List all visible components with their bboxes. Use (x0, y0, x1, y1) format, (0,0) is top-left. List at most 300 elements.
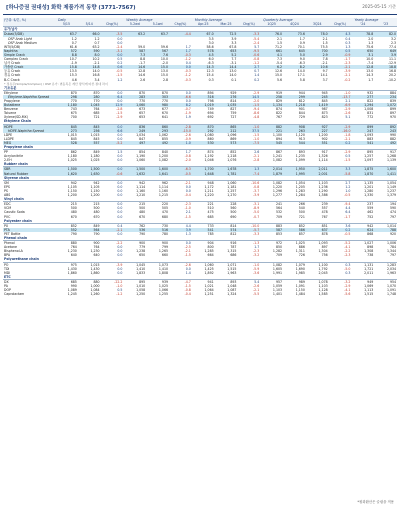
price-cell: 3.1 (351, 53, 374, 57)
price-cell: 726 (298, 253, 305, 258)
price-cell: 913 (298, 136, 305, 141)
price-cell: 954 (389, 279, 397, 284)
change-cell: 37.5 (237, 129, 260, 133)
group-monthly: Monthly Average (192, 18, 260, 22)
change-cell: 5.4 (254, 279, 260, 284)
price-cell: 586 (283, 228, 306, 232)
page-title: [하나증권 권대성] 화학 제품가격 동향 (3771-7567) (6, 5, 136, 11)
price-cell: 764 (93, 107, 100, 112)
price-cell: 2.1 (276, 36, 283, 41)
price-cell: 1,268 (386, 154, 397, 159)
price-cell: 2,014 (260, 167, 283, 172)
price-cell: 1,515 (364, 292, 374, 297)
price-cell: 276 (215, 95, 238, 99)
price-cell: 221 (207, 202, 214, 207)
price-cell: 1,430 (67, 266, 77, 271)
price-cell: 845 (55, 124, 78, 129)
price-cell: 1,114 (136, 184, 146, 189)
price-cell: 1,113 (364, 288, 374, 293)
price-cell: 1,781 (215, 172, 238, 176)
price-cell: 1,277 (272, 193, 283, 198)
change-cell: -0.5 (344, 231, 351, 236)
price-cell: 752 (367, 214, 374, 219)
price-cell: 1,190 (136, 154, 146, 159)
price-cell: 1,025 (67, 158, 77, 163)
price-cell: 1,192 (204, 154, 214, 159)
price-cell: 1,082 (272, 158, 283, 163)
price-cell: 1,000 (90, 284, 100, 288)
price-cell: 1,045 (78, 103, 101, 107)
product-name: PA (4, 284, 8, 288)
price-cell: 799 (161, 245, 169, 250)
change-cell: -1.5 (253, 132, 260, 137)
price-cell: 1,500 (55, 167, 78, 172)
change-cell: 0.0 (117, 158, 123, 163)
price-cell: 624 (351, 228, 374, 232)
price-cell: 929 (230, 90, 237, 95)
price-cell: 1,015 (67, 132, 77, 137)
column-header: Chg(%) (169, 22, 192, 27)
change-cell: -3.9 (253, 193, 260, 198)
price-cell: 767 (275, 115, 283, 120)
change-cell: 0.0 (117, 184, 123, 189)
price-cell: 845 (321, 98, 328, 103)
price-cell: 1,500 (78, 167, 101, 172)
change-cell: 0.0 (117, 40, 123, 45)
price-cell: 8.8 (55, 53, 78, 57)
price-cell: 1,257 (227, 188, 237, 193)
price-cell: 587 (260, 228, 283, 232)
price-cell: 1,120 (295, 132, 305, 137)
price-cell: 215 (70, 202, 77, 207)
price-cell: 1,058 (136, 288, 146, 293)
price-cell: 0.1 (231, 77, 237, 82)
change-cell: -0.8 (184, 154, 191, 159)
price-cell: 1.2 (94, 36, 100, 41)
price-cell: 1,059 (272, 284, 283, 288)
section-title: Styrene chain (3, 176, 397, 181)
group-daily: Daily (55, 18, 123, 22)
price-cell: 6.0 (208, 57, 214, 62)
price-cell: 949 (367, 279, 374, 284)
price-cell: 478 (321, 210, 328, 215)
change-cell: -5.9 (253, 266, 260, 271)
product-name: Ethylene (4, 90, 18, 95)
price-cell: 650 (139, 253, 146, 258)
section-title: Phenol chain (3, 236, 397, 241)
price-cell: 72.5 (215, 32, 238, 37)
price-cell: 1,678 (215, 167, 238, 172)
price-cell: 829 (275, 98, 283, 103)
change-cell: -2.1 (329, 65, 352, 69)
product-name: DX (4, 279, 9, 284)
change-cell: -1.9 (184, 111, 191, 116)
price-cell: 2,045 (318, 270, 328, 275)
price-cell: 59.0 (138, 44, 146, 49)
price-cell: 1,160 (158, 188, 169, 193)
change-cell: -2.4 (116, 44, 123, 49)
change-cell: 0.5 (117, 288, 123, 293)
change-cell: 4.4 (345, 206, 351, 211)
price-cell: 1,025 (158, 284, 169, 288)
price-cell: 15.0 (274, 73, 283, 78)
change-cell: -5.6 (344, 292, 351, 297)
price-cell: 14.3 (192, 65, 215, 69)
price-cell: 500 (70, 206, 77, 211)
price-cell: 660 (161, 253, 169, 258)
price-cell: 10.2 (92, 57, 100, 62)
product-name: PX (4, 223, 9, 228)
change-cell: -8.6 (253, 111, 260, 116)
change-cell: -3.7 (253, 188, 260, 193)
product-name: PP (4, 150, 8, 155)
change-cell: -3.2 (344, 279, 351, 284)
product-name: VCM (4, 206, 12, 211)
price-cell: 1,270 (227, 193, 237, 198)
price-cell: 692 (207, 115, 214, 120)
product-name: Butadiene (3, 103, 55, 107)
price-cell: 685 (93, 111, 100, 116)
price-cell: 764 (93, 245, 100, 250)
price-cell: 942 (139, 180, 146, 185)
price-cell: 1,748 (386, 292, 397, 297)
price-cell: 241 (275, 202, 283, 207)
change-cell: -3.3 (253, 231, 260, 236)
price-cell: 480 (93, 210, 100, 215)
change-cell: -9.4 (253, 107, 260, 112)
change-cell: -1.5 (184, 214, 191, 219)
change-cell: -3.1 (101, 49, 124, 53)
price-cell: 14.0 (229, 73, 237, 78)
price-cell: 552 (55, 228, 78, 232)
price-cell: 14.0 (92, 69, 100, 74)
price-cell: 0.3 (208, 77, 214, 82)
product-name: TDI (4, 266, 10, 271)
price-cell: 852 (230, 150, 237, 155)
price-cell: 1,600 (146, 167, 169, 172)
change-cell: 1.2 (117, 77, 123, 82)
price-cell: 1,255 (158, 292, 169, 297)
change-cell: 4.4 (185, 223, 191, 228)
price-cell: 1.7 (299, 36, 305, 41)
product-name: Caprolactam (4, 292, 25, 297)
product-name: 경유 Crack (4, 73, 21, 78)
product-name: OSP Arab Light (8, 36, 32, 41)
price-cell: 3.3 (231, 40, 237, 45)
price-cell: 12.6 (274, 69, 283, 74)
price-cell: 15.0 (146, 65, 169, 69)
price-cell: 675 (70, 111, 77, 116)
price-cell: 1,060 (123, 103, 146, 107)
price-cell: 941 (207, 279, 214, 284)
price-cell: 1,241 (272, 154, 283, 159)
price-cell: -10.2 (387, 77, 397, 82)
product-name: WTI(5/DB) (4, 44, 21, 49)
change-cell: 0.0 (117, 253, 123, 258)
price-cell: 1,076 (227, 158, 237, 163)
price-cell: 1,600 (374, 167, 397, 172)
price-cell: 1,082 (272, 262, 283, 267)
change-cell: -4.1 (344, 288, 351, 293)
change-cell: 0.0 (117, 231, 123, 236)
change-cell: -2.3 (344, 253, 351, 258)
change-cell: -2.9 (344, 284, 351, 288)
price-cell: 7.7 (231, 57, 237, 62)
price-cell: 541 (192, 228, 215, 232)
change-cell: 0.0 (185, 241, 191, 246)
change-cell: 1.7 (254, 245, 260, 250)
price-cell: 280 (78, 95, 101, 99)
price-cell: 743 (70, 107, 77, 112)
price-cell: 66.0 (78, 32, 101, 37)
change-cell: -5.7 (237, 228, 260, 232)
price-cell: 63.7 (146, 32, 169, 37)
price-cell: 243 (374, 129, 397, 133)
price-cell: 637 (306, 228, 329, 232)
price-cell: 1,315 (227, 249, 237, 254)
price-cell: 962 (161, 180, 169, 185)
price-cell: 1,072 (374, 103, 397, 107)
product-name: Bisphenol-A (4, 249, 23, 254)
column-header: 5-2wd (123, 22, 146, 27)
change-cell: 1.7 (185, 150, 191, 155)
price-cell: 0.9 (299, 40, 305, 45)
price-cell: 14.8 (78, 65, 101, 69)
price-cell: 700 (306, 49, 329, 53)
change-cell: -2.3 (344, 61, 351, 66)
price-cell: 845 (70, 136, 77, 141)
price-cell: 234 (374, 95, 397, 99)
change-cell: -1.0 (253, 262, 260, 267)
price-cell: 5.6 (276, 77, 283, 82)
price-cell: 917 (321, 150, 328, 155)
price-cell: 1,220 (204, 193, 214, 198)
price-cell: 927 (306, 124, 329, 129)
column-header: 5/15 (55, 22, 78, 27)
change-cell: -10.6 (251, 180, 260, 185)
price-cell: 822 (275, 111, 283, 116)
column-header: Mar-25 (215, 22, 238, 27)
change-cell: -2.1 (344, 73, 351, 78)
price-cell: 677 (161, 107, 169, 112)
price-cell: 1,238 (136, 249, 146, 254)
price-cell: 13.0 (229, 69, 237, 74)
change-cell: 5.1 (345, 115, 351, 120)
price-cell: 15.4 (206, 73, 214, 78)
price-cell: 1,082 (272, 180, 283, 185)
price-cell: -6.3 (298, 61, 305, 66)
price-cell: 1,250 (136, 292, 146, 297)
price-cell: 1,079 (295, 262, 305, 267)
price-cell: 784 (389, 245, 397, 250)
change-cell: 0.0 (117, 180, 123, 185)
price-cell: 1,149 (386, 184, 397, 189)
price-cell: 886 (298, 245, 305, 250)
price-cell: 1,103 (318, 180, 328, 185)
price-cell: 854 (139, 150, 146, 155)
price-cell: 990 (70, 284, 77, 288)
price-cell: 1,082 (158, 158, 169, 163)
price-cell: 1,131 (364, 262, 374, 267)
price-cell: 1,237 (386, 188, 397, 193)
change-cell: -9.4 (344, 202, 351, 207)
change-cell: 0.0 (117, 154, 123, 159)
price-cell: 920 (389, 231, 397, 236)
price-cell: 194 (389, 202, 397, 207)
price-cell: 880 (93, 279, 100, 284)
price-cell: 1,386 (318, 193, 328, 198)
price-cell: 685 (207, 214, 214, 219)
price-cell: 1,220 (272, 184, 283, 189)
change-cell: -1.3 (253, 241, 260, 246)
product-name: 납사 Crack (4, 61, 21, 66)
price-cell: 1,308 (364, 249, 374, 254)
change-cell: -2.3 (184, 202, 191, 207)
price-cell: 895 (139, 279, 146, 284)
price-cell: 1,304 (318, 249, 328, 254)
price-table (3, 18, 397, 296)
price-cell: 497 (123, 141, 146, 145)
column-header: Apr-25 (192, 22, 215, 27)
price-cell: 785 (207, 231, 214, 236)
price-cell: 873 (321, 111, 328, 116)
price-cell: 590 (389, 206, 397, 211)
change-cell: 0.0 (117, 210, 123, 215)
price-cell: 1.5 (322, 40, 328, 45)
price-cell: 20.2 (388, 73, 397, 78)
change-cell: -5.0 (253, 210, 260, 215)
price-cell: 797 (389, 253, 397, 258)
price-cell: 1,218 (227, 154, 237, 159)
price-cell: 1,808 (158, 270, 169, 275)
change-cell: 6.4 (345, 210, 351, 215)
change-cell: -5.8 (329, 172, 352, 176)
price-cell: 1,280 (364, 188, 374, 193)
price-cell: -2.0 (161, 61, 169, 66)
column-header: '24 (351, 22, 374, 27)
product-name: Simple Crack (3, 53, 55, 57)
price-cell: 1,257 (364, 154, 374, 159)
price-cell: 10.7 (69, 57, 77, 62)
change-cell: -0.5 (169, 172, 192, 176)
change-cell: -0.5 (344, 193, 351, 198)
price-cell: 942 (70, 180, 77, 185)
change-cell: -1.2 (253, 61, 260, 66)
product-name: BPA (4, 253, 11, 258)
price-cell: 770 (93, 98, 100, 103)
price-cell: 970 (389, 115, 397, 120)
price-cell: 767 (321, 214, 328, 219)
price-cell: 1,690 (295, 266, 305, 271)
product-name: MDI (4, 270, 11, 275)
change-cell: -1.5 (116, 111, 123, 116)
product-name: Propylene (4, 98, 20, 103)
change-cell: 1.0 (345, 188, 351, 193)
price-cell: 1,265 (158, 249, 169, 254)
price-cell: 7.6 (146, 53, 169, 57)
change-cell: -7.5 (237, 141, 260, 145)
table-row (3, 292, 397, 296)
change-cell: 0.4 (345, 36, 351, 41)
change-cell: -4.4 (169, 32, 192, 37)
price-cell: 14.1 (320, 73, 328, 78)
price-cell: 1,285 (204, 249, 214, 254)
change-cell: -0.7 (184, 107, 191, 112)
price-cell: 1,401 (272, 292, 283, 297)
price-cell: 1,046 (204, 158, 214, 163)
change-cell: -2.8 (253, 158, 260, 163)
price-cell: 256 (78, 129, 101, 133)
change-cell: -22.2 (114, 279, 123, 284)
price-cell: 1,425 (204, 266, 214, 271)
price-cell: 10.0 (160, 57, 169, 62)
price-cell: -5.4 (275, 61, 283, 66)
change-cell: 0.0 (117, 188, 123, 193)
group-weekly: Weekly Average (123, 18, 191, 22)
price-cell: 756 (321, 253, 328, 258)
price-cell: 849 (93, 150, 100, 155)
price-cell: 67.8 (229, 44, 237, 49)
change-cell: -8.9 (253, 206, 260, 211)
price-cell: 1,950 (283, 167, 306, 172)
price-cell: 1,430 (90, 266, 100, 271)
price-cell: 812 (230, 231, 237, 236)
price-cell: 1,860 (67, 270, 77, 275)
price-cell: 1,087 (227, 288, 237, 293)
price-cell: 790 (139, 231, 146, 236)
price-cell: 58.6 (206, 44, 214, 49)
price-cell: 492 (374, 141, 397, 145)
price-cell: 1,648 (192, 172, 215, 176)
section-title: Polyester chain (3, 219, 397, 224)
change-cell: -3.1 (253, 202, 260, 207)
price-cell: 853 (275, 231, 283, 236)
price-cell: 1,100 (318, 262, 328, 267)
price-cell: 640 (70, 253, 77, 258)
price-cell: -2.1 (93, 61, 100, 66)
price-cell: 4.5 (192, 53, 215, 57)
price-cell: 564 (275, 206, 283, 211)
report-date: 2025-05-15 기준 (362, 4, 396, 9)
price-cell: 894 (275, 136, 283, 141)
change-cell: -0.8 (253, 184, 260, 189)
price-cell: 1,172 (204, 184, 214, 189)
change-cell: -0.3 (184, 69, 191, 74)
price-cell: 9.7 (322, 69, 328, 74)
price-cell: 847 (139, 136, 146, 141)
price-cell: 1,230 (90, 249, 100, 254)
change-cell: 3.9 (169, 228, 192, 232)
price-cell: 462 (367, 210, 374, 215)
price-cell: 1,410 (136, 266, 146, 271)
note-text: * 정유주(Simple/Complex) / OSP 유가: 변동폭은 계산 방식에 따른 절대 차이 (4, 81, 108, 86)
price-cell: 900 (93, 241, 100, 246)
change-cell: -1.5 (184, 284, 191, 288)
price-cell: 1,091 (386, 288, 397, 293)
price-cell: 770 (139, 98, 146, 103)
price-cell: 1,284 (295, 193, 305, 198)
price-cell: 1,200 (158, 154, 169, 159)
price-cell: 1,114 (158, 184, 169, 189)
product-name: OSP Arab Medium (8, 40, 37, 45)
price-cell: 883 (275, 223, 283, 228)
price-cell: 653 (215, 49, 238, 53)
price-cell: 1,963 (386, 270, 397, 275)
price-cell: 293 (146, 129, 169, 133)
price-cell: 942 (367, 223, 374, 228)
price-cell: 298 (55, 95, 78, 99)
price-cell: 762 (139, 223, 146, 228)
